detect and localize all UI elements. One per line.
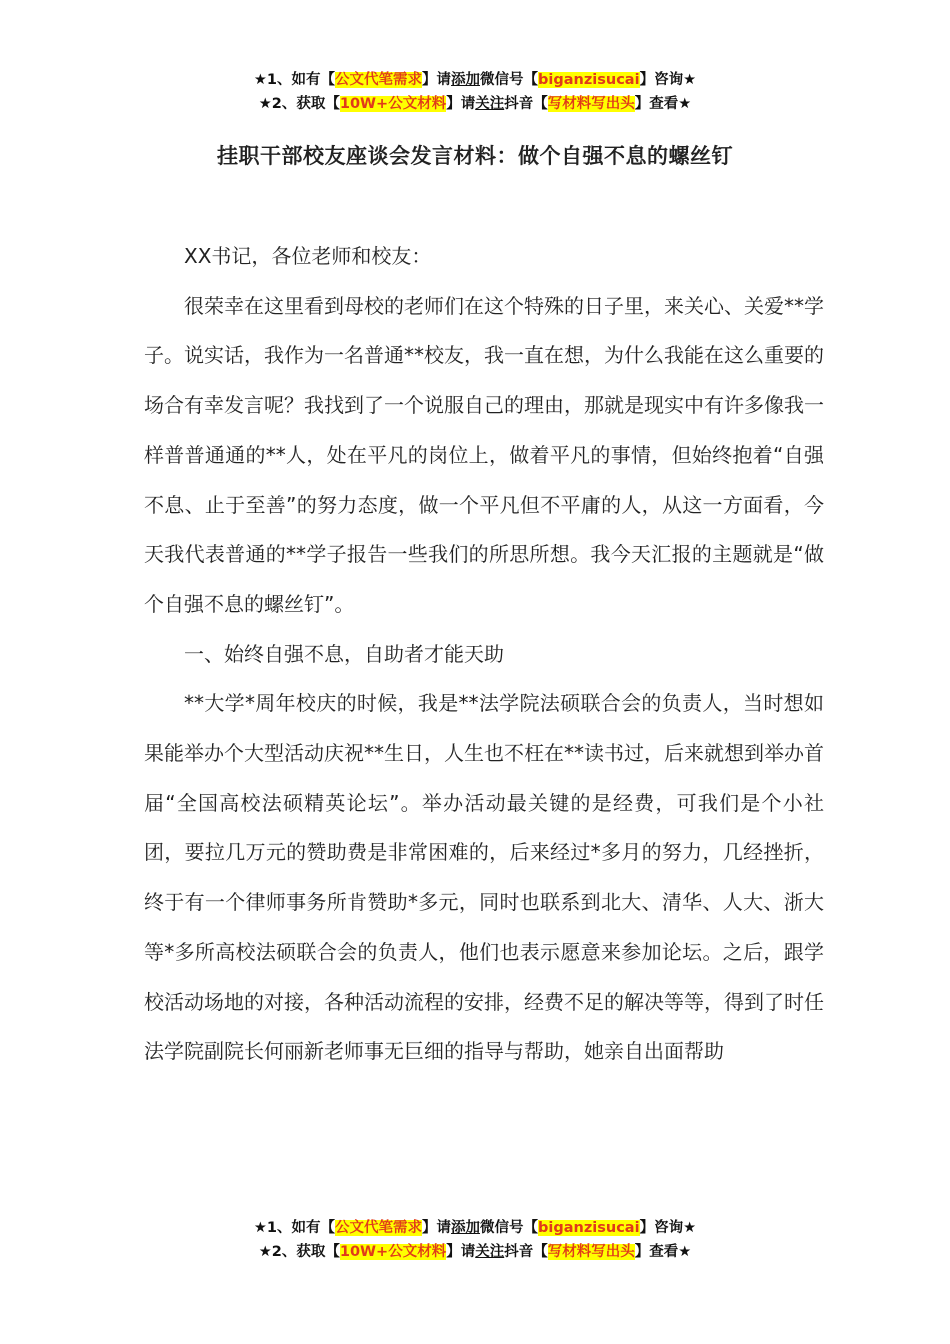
promo-highlight-douyin: 写材料写出头	[547, 96, 635, 112]
promo-text: 抖音【	[504, 1244, 548, 1260]
promo-highlight-service: 公文代笔需求	[335, 1220, 423, 1236]
promo-text: 】查看★	[634, 1244, 692, 1260]
body-paragraph: 很荣幸在这里看到母校的老师们在这个特殊的日子里，来关心、关爱**学子。说实话，我作为一名普通**校友，我一直在想，为什么我能在这么重要的场合有幸发言呢？我找到了一个说服自己的理由，那就是现实中有许多像我一样普普通通的**人，处在平凡的岗位上，做着平凡的事情，但始终抱着“自强不息、止于至善”的努力态度，做一个平凡但不平庸的人，从这一方面看，今天我代表普通的**学子报告一些我们的所思所想。我今天汇报的主题就是“做个自强不息的螺丝钉”。	[144, 293, 824, 616]
document-body	[144, 232, 824, 1077]
promo-text: 】咨询★	[639, 1220, 697, 1236]
promo-line-1	[0, 1216, 950, 1240]
promo-highlight-materials: 10W+公文材料	[339, 96, 447, 112]
promo-highlight-douyin: 写材料写出头	[547, 1244, 635, 1260]
promo-text: 】请	[446, 96, 476, 112]
promo-text: 微信号【	[480, 72, 539, 88]
promo-highlight-materials: 10W+公文材料	[339, 1244, 447, 1260]
promo-text: ★2、获取【	[258, 96, 340, 112]
promo-text: 】请	[422, 72, 452, 88]
promo-text: 】请	[422, 1220, 452, 1236]
document-title: 挂职干部校友座谈会发言材料：做个自强不息的螺丝钉	[217, 144, 733, 168]
promo-text: ★2、获取【	[258, 1244, 340, 1260]
body-paragraph: **大学*周年校庆的时候，我是**法学院法硕联合会的负责人，当时想如果能举办个大型活动庆祝**生日，人生也不枉在**读书过，后来就想到举办首届“全国高校法硕精英论坛”。举办活动最关键的是经费，可我们是个小社团，要拉几万元的赞助费是非常困难的，后来经过*多月的努力，几经挫折，终于有一个律师事务所肯赞助*多元，同时也联系到北大、清华、人大、浙大等*多所高校法硕联合会的负责人，他们也表示愿意来参加论坛。之后，跟学校活动场地的对接，各种活动流程的安排，经费不足的解决等等，得到了时任法学院副院长何丽新老师事无巨细的指导与帮助，她亲自出面帮助	[144, 691, 824, 1064]
promo-banner-bottom	[0, 1216, 950, 1264]
promo-text: 微信号【	[480, 1220, 539, 1236]
promo-highlight-service: 公文代笔需求	[335, 72, 423, 88]
promo-underline-text: 关注	[475, 1244, 505, 1260]
section-heading: 一、始终自强不息，自助者才能天助	[184, 641, 504, 666]
promo-line-1	[0, 68, 950, 92]
promo-line-2	[0, 1240, 950, 1264]
promo-line-2	[0, 92, 950, 116]
promo-text: ★1、如有【	[253, 1220, 336, 1236]
promo-highlight-wechat-id: biganzisucai	[538, 1220, 640, 1236]
promo-text: 】咨询★	[639, 72, 697, 88]
promo-underline-text: 关注	[475, 96, 505, 112]
promo-text: 抖音【	[504, 96, 548, 112]
promo-banner-top	[0, 68, 950, 116]
promo-text: ★1、如有【	[253, 72, 336, 88]
promo-underline-text: 添加	[451, 1220, 481, 1236]
promo-text: 】查看★	[634, 96, 692, 112]
promo-underline-text: 添加	[451, 72, 481, 88]
promo-text: 】请	[446, 1244, 476, 1260]
promo-highlight-wechat-id: biganzisucai	[538, 72, 640, 88]
salutation-paragraph: XX书记，各位老师和校友：	[184, 244, 432, 268]
